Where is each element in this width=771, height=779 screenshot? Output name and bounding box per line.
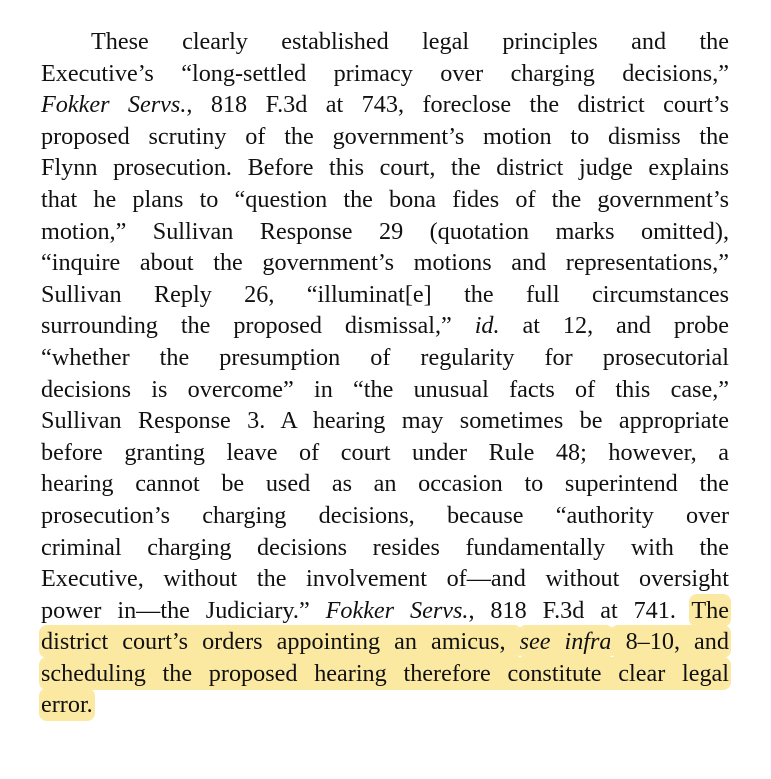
text-span: surrounding the proposed dismissal,” (41, 312, 475, 340)
text-span: The (691, 596, 729, 624)
text-span: error. (41, 691, 93, 719)
body-paragraph (41, 26, 729, 721)
citation-text: id. (474, 312, 500, 340)
text-span: that he plans to “question the bona fides of the government’s (41, 185, 729, 213)
text-line (41, 405, 729, 437)
text-span: hearing cannot be used as an occasion to superintend the (41, 470, 729, 498)
highlighted-text (691, 596, 729, 625)
text-line (41, 658, 729, 690)
text-span: district court’s orders appointing an amicus, (41, 628, 520, 656)
text-line (41, 563, 729, 595)
text-line (41, 58, 729, 90)
highlighted-text (41, 659, 729, 688)
text-line (41, 342, 729, 374)
text-span: scheduling the proposed hearing therefore constitute clear legal (41, 659, 729, 687)
text-line (41, 247, 729, 279)
text-span: Sullivan Response 3. A hearing may sometimes be appropriate (41, 407, 729, 435)
text-line (41, 184, 729, 216)
text-line (41, 152, 729, 184)
text-line (41, 279, 729, 311)
citation-text: see infra (519, 628, 612, 656)
text-line (41, 626, 729, 658)
text-span: “inquire about the government’s motions and representations,” (41, 249, 729, 277)
highlighted-text (41, 690, 93, 719)
text-span: 8–10, and (611, 628, 729, 656)
text-span: Executive, without the involvement of—and without oversight (41, 565, 729, 593)
highlighted-text (520, 627, 612, 656)
text-line (41, 310, 729, 342)
text-span: criminal charging decisions resides fundamentally with the (41, 533, 729, 561)
text-span: , 818 F.3d at 741. (468, 596, 692, 624)
text-span: power in—the Judiciary.” (41, 596, 326, 624)
text-span: decisions is overcome” in “the unusual facts of this case,” (41, 375, 729, 403)
text-span: Executive’s “long-settled primacy over charging decisions,” (41, 59, 729, 87)
text-span: motion,” Sullivan Response 29 (quotation marks omitted), (41, 217, 729, 245)
text-line (41, 216, 729, 248)
text-span: , 818 F.3d at 743, foreclose the district court’s (186, 91, 729, 119)
citation-text: Fokker Servs. (41, 91, 187, 119)
text-span: “whether the presumption of regularity for prosecutorial (41, 343, 729, 371)
text-line (41, 468, 729, 500)
highlighted-text (612, 627, 729, 656)
document-page (41, 26, 729, 721)
text-span: before granting leave of court under Rule 48; however, a (41, 438, 729, 466)
text-line (41, 374, 729, 406)
text-span: These clearly established legal principles and the (91, 28, 729, 55)
text-line (41, 532, 729, 564)
text-span: Sullivan Reply 26, “illuminat[e] the full circumstances (41, 280, 729, 308)
text-line (41, 26, 729, 58)
text-line (41, 689, 729, 721)
text-span: proposed scrutiny of the government’s motion to dismiss the (41, 122, 729, 150)
text-span: Flynn prosecution. Before this court, the district judge explains (41, 154, 729, 182)
text-line (41, 437, 729, 469)
text-line (41, 595, 729, 627)
highlighted-text (41, 627, 520, 656)
text-span: at 12, and probe (499, 312, 729, 340)
text-line (41, 89, 729, 121)
text-line (41, 121, 729, 153)
text-span: prosecution’s charging decisions, because “authority over (41, 501, 729, 529)
citation-text: Fokker Servs. (325, 596, 469, 624)
text-line (41, 500, 729, 532)
